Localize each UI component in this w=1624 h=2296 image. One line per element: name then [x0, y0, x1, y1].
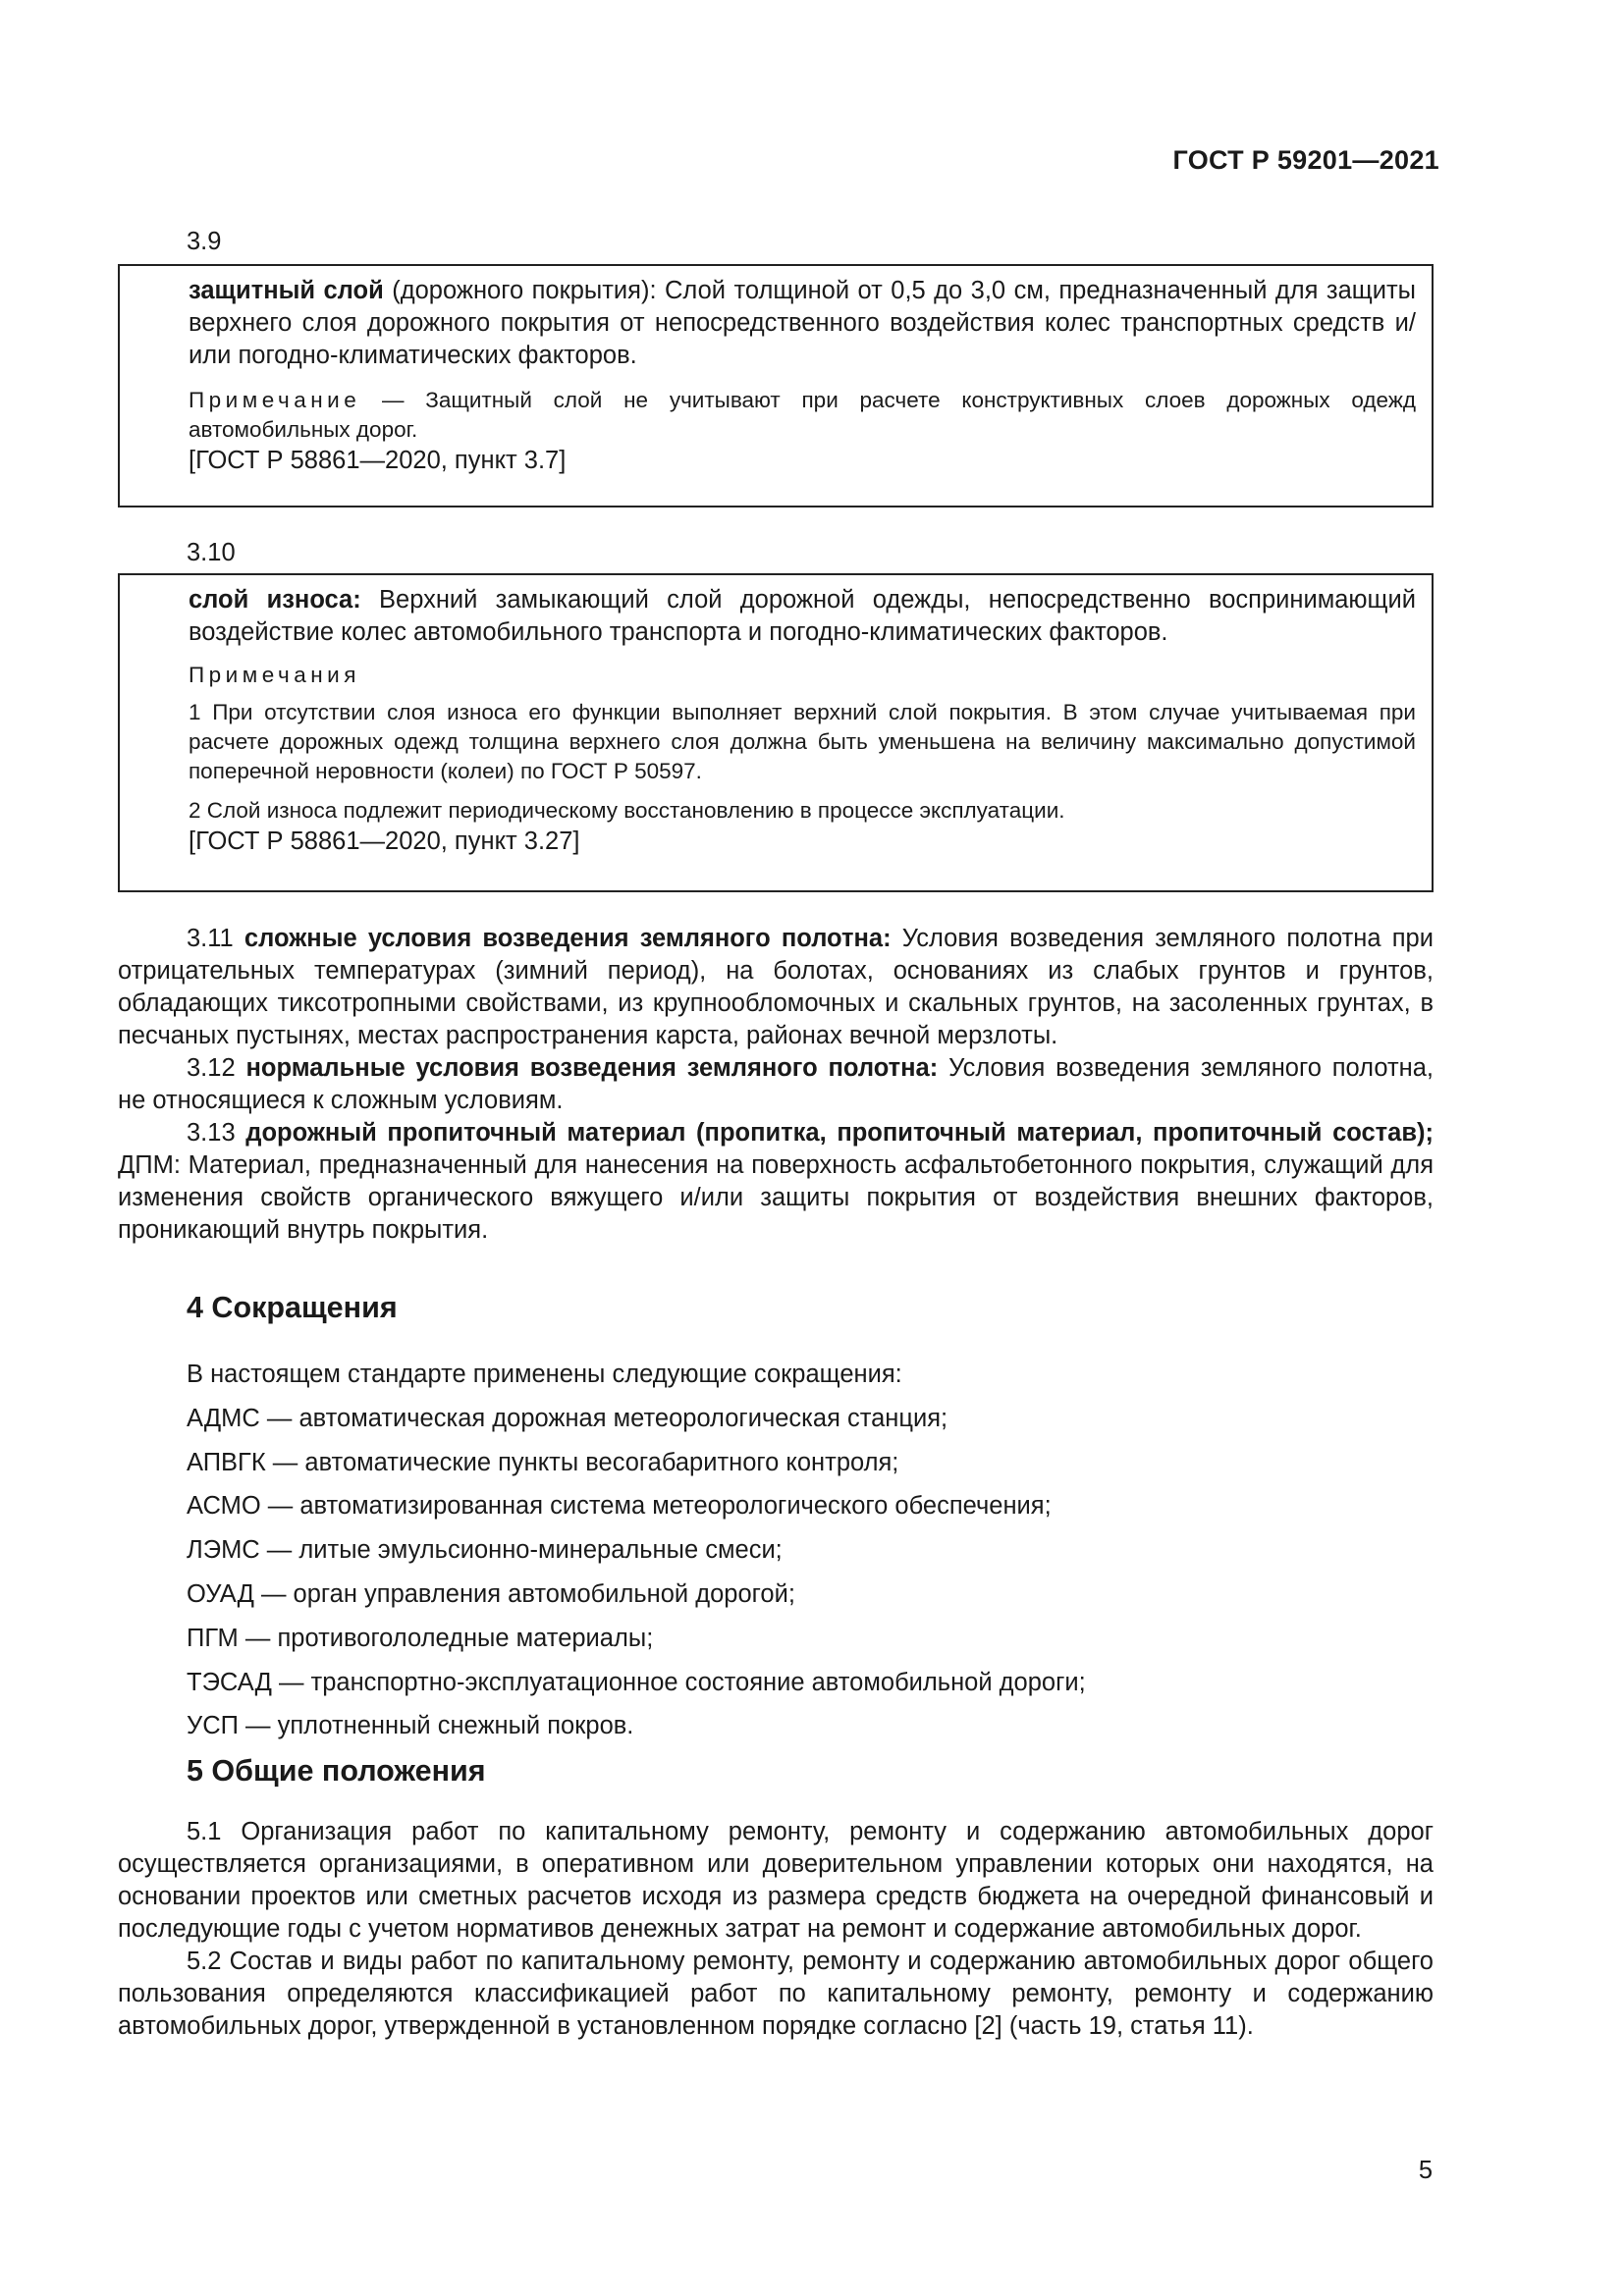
abbreviation-item: ПГМ — противогололедные материалы;	[187, 1624, 654, 1652]
note-text: — Защитный слой не учитывают при расчете конструктивных слоев дорожных одежд автомобильных дорог.	[189, 388, 1416, 442]
section-5-body	[118, 1816, 1434, 2043]
paragraph-5-2: 5.2 Состав и виды работ по капитальному ремонту, ремонту и содержанию автомобильных дорог общего пользования определяются классификацией работ по капитальному ремонту, ремонту и содержанию автомобильных дорог, утвержденной в установленном порядке согласно [2] (часть 19, статья 11).	[118, 1948, 1434, 2040]
term-name: слой износа:	[189, 586, 361, 614]
term-note	[189, 386, 1416, 445]
term-name: дорожный пропиточный материал (пропитка, пропиточный материал, пропиточный состав);	[245, 1119, 1435, 1147]
abbreviation-item: УСП — уплотненный снежный покров.	[187, 1712, 634, 1740]
section-5-title: 5 Общие положения	[187, 1754, 486, 1788]
abbreviation-item: АСМО — автоматизированная система метеорологического обеспечения;	[187, 1492, 1052, 1521]
definition-text: Условия возведения земляного полотна, не относящиеся к сложным условиям.	[118, 1054, 1434, 1114]
definition-text: Условия возведения земляного полотна при отрицательных температурах (зимний период), на болотах, основаниях из слабых грунтов и грунтов, обладающих тиксотропными свойствами, из крупнообломочных и скальных грунтов, на засоленных грунтах, в песчаных пустынях, местах распространения карста, районах вечной мерзлоты.	[118, 925, 1434, 1049]
abbreviation-item: АПВГК — автоматические пункты весогабаритного контроля;	[187, 1448, 899, 1476]
term-definition	[189, 275, 1416, 372]
term-name: защитный слой	[189, 277, 384, 304]
term-3-13	[118, 1117, 1434, 1247]
term-3-11	[118, 923, 1434, 1052]
abbreviation-item: ТЭСАД — транспортно-эксплуатационное состояние автомобильной дороги;	[187, 1668, 1086, 1696]
note-label: Примечание	[189, 388, 361, 412]
page-number: 5	[1418, 2157, 1433, 2184]
notes-label-text: Примечания	[189, 663, 360, 687]
term-3-12	[118, 1052, 1434, 1117]
term-name: сложные условия возведения земляного полотна:	[244, 925, 892, 952]
definition-text: Верхний замыкающий слой дорожной одежды, непосредственно воспринимающий воздействие колес автомобильного транспорта и погодно-климатических факторов.	[189, 586, 1417, 646]
abbreviation-item: ЛЭМС — литые эмульсионно-минеральные смеси;	[187, 1536, 783, 1565]
term-qualifier: (дорожного покрытия):	[383, 277, 665, 304]
definition-text: ДПМ: Материал, предназначенный для нанесения на поверхность асфальтобетонного покрытия, служащий для изменения свойств органического вяжущего и/или защиты покрытия от воздействия внешних факторов, проникающий внутрь покрытия.	[118, 1151, 1434, 1244]
document-code: ГОСТ Р 59201—2021	[1172, 145, 1439, 175]
note-1: 1 При отсутствии слоя износа его функции выполняет верхний слой покрытия. В этом случае учитываемая при расчете дорожных одежд толщина верхнего слоя должна быть уменьшена на величину максимально допустимой поперечной неровности (колеи) по ГОСТ Р 50597.	[189, 700, 1416, 783]
term-number: 3.11	[187, 925, 244, 952]
term-definition	[189, 584, 1416, 649]
abbreviations-intro: В настоящем стандарте применены следующие сокращения:	[187, 1361, 902, 1388]
term-box-3-9	[118, 264, 1434, 507]
term-box-3-10	[118, 573, 1434, 892]
term-source: [ГОСТ Р 58861—2020, пункт 3.7]	[189, 447, 567, 474]
section-4-title: 4 Сокращения	[187, 1291, 398, 1324]
note-2: 2 Слой износа подлежит периодическому восстановлению в процессе эксплуатации.	[189, 798, 1065, 823]
terms-3-11-to-3-13	[118, 923, 1434, 1247]
definition-text: Слой толщиной от 0,5 до 3,0 см, предназначенный для защиты верхнего слоя дорожного покрытия от непосредственного воздействия колес транспортных средств и/или погодно-климатических факторов.	[189, 277, 1417, 369]
notes-label	[189, 661, 1416, 690]
term-number-3-10: 3.10	[187, 539, 236, 566]
term-number-3-9: 3.9	[187, 228, 222, 255]
abbreviations-list	[187, 1353, 1086, 1748]
paragraph-5-1: 5.1 Организация работ по капитальному ремонту, ремонту и содержанию автомобильных дорог осуществляется организациями, в оперативном или доверительном управлении которых они находятся, на основании проектов или сметных расчетов исходя из размера средств бюджета на очередной финансовый и последующие годы с учетом нормативов денежных затрат на ремонт и содержание автомобильных дорог.	[118, 1818, 1434, 1943]
term-name: нормальные условия возведения земляного полотна:	[245, 1054, 939, 1082]
abbreviation-item: ОУАД — орган управления автомобильной дорогой;	[187, 1579, 795, 1608]
term-number: 3.13	[187, 1119, 246, 1147]
term-source: [ГОСТ Р 58861—2020, пункт 3.27]	[189, 828, 580, 855]
abbreviation-item: АДМС — автоматическая дорожная метеорологическая станция;	[187, 1404, 948, 1432]
term-number: 3.12	[187, 1054, 246, 1082]
